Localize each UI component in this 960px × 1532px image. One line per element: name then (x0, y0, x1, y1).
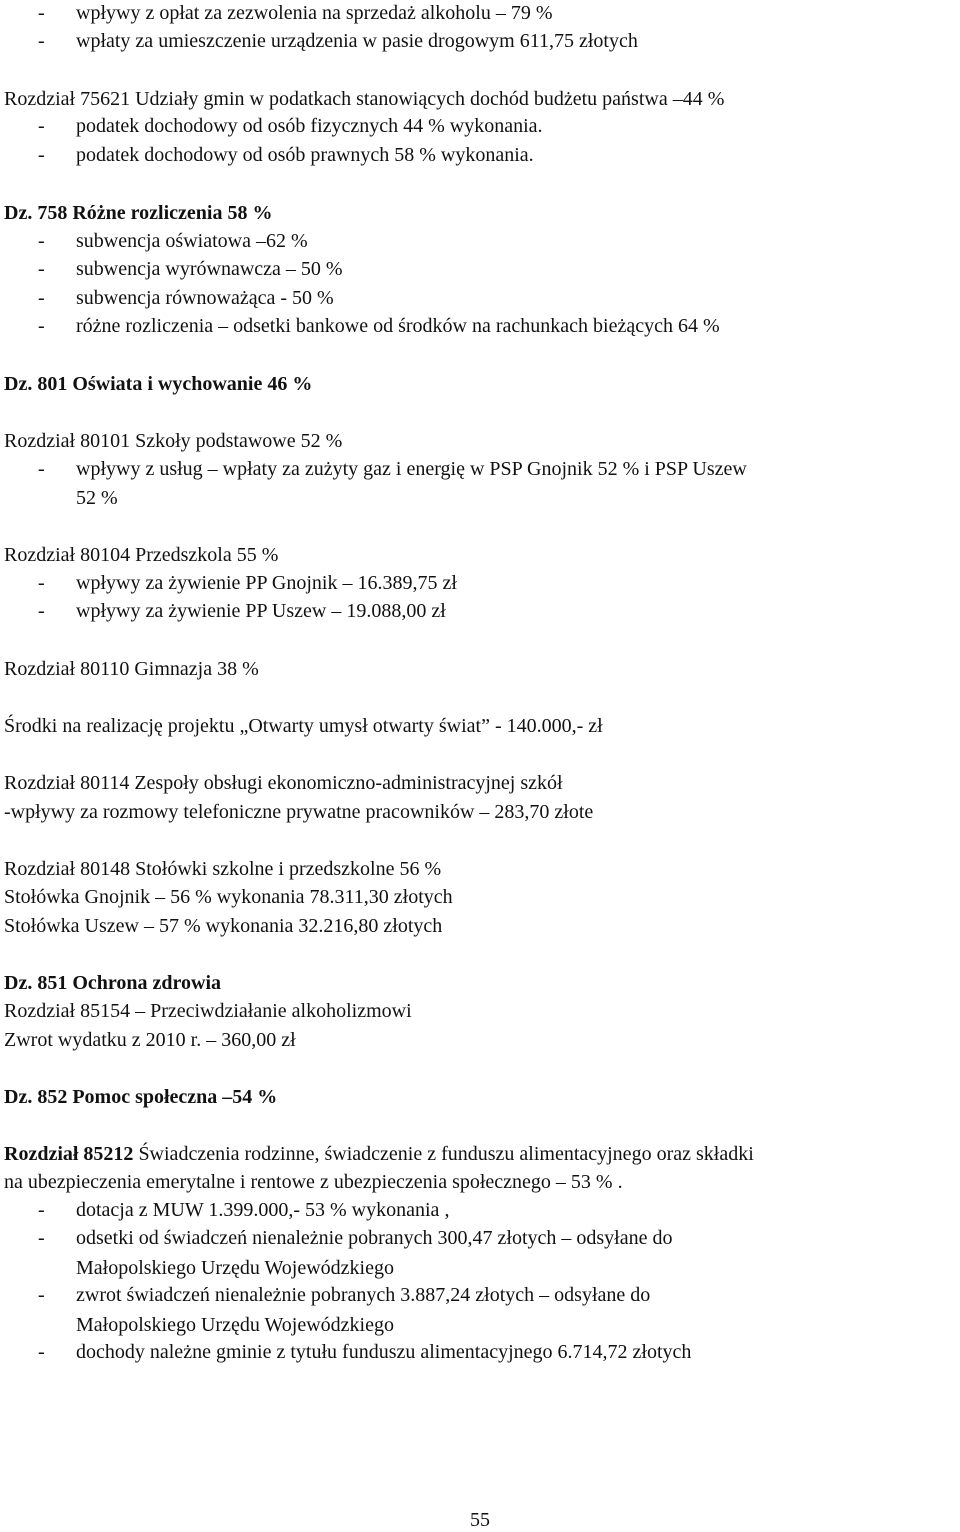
list-item (38, 1341, 938, 1365)
list-item (38, 144, 938, 168)
text-line: Rozdział 85154 – Przeciwdziałanie alkoholizmowi (4, 1000, 412, 1022)
list-item (38, 458, 938, 482)
section-heading: Dz. 758 Różne rozliczenia 58 % (4, 202, 273, 224)
paragraph-line: na ubezpieczenia emerytalne i rentowe z ubezpieczenia społecznego – 53 % . (4, 1171, 623, 1193)
list-dash: - (38, 30, 45, 52)
chapter-label: Rozdział 85212 (4, 1143, 134, 1165)
list-dash: - (38, 230, 45, 252)
project-line: Środki na realizację projektu „Otwarty umysł otwarty świat” - 140.000,- zł (4, 715, 603, 737)
list-item-text: wpływy z opłat za zezwolenia na sprzedaż alkoholu – 79 % (76, 2, 553, 24)
text-line: Stołówka Uszew – 57 % wykonania 32.216,80 złotych (4, 915, 443, 937)
text-line: Zwrot wydatku z 2010 r. – 360,00 zł (4, 1029, 296, 1051)
chapter-text: Świadczenia rodzinne, świadczenie z funduszu alimentacyjnego oraz składki (133, 1143, 754, 1165)
text-line: Stołówka Gnojnik – 56 % wykonania 78.311,30 złotych (4, 886, 453, 908)
subsection-heading: Rozdział 80101 Szkoły podstawowe 52 % (4, 430, 343, 452)
list-dash: - (38, 287, 45, 309)
list-item-text: dochody należne gminie z tytułu funduszu alimentacyjnego 6.714,72 złotych (76, 1341, 692, 1363)
list-item (38, 1199, 938, 1223)
section-heading: Dz. 851 Ochrona zdrowia (4, 972, 222, 994)
list-dash: - (38, 315, 45, 337)
list-item (38, 315, 938, 339)
list-dash: - (38, 1341, 45, 1363)
list-item (38, 258, 938, 282)
list-item-text: wpływy z usług – wpłaty za zużyty gaz i energię w PSP Gnojnik 52 % i PSP Uszew (76, 458, 747, 480)
list-item-text: subwencja wyrównawcza – 50 % (76, 258, 343, 280)
section-heading: Rozdział 75621 Udziały gmin w podatkach stanowiących dochód budżetu państwa –44 % (4, 88, 725, 110)
list-dash: - (38, 2, 45, 24)
list-item-text: wpłaty za umieszczenie urządzenia w pasie drogowym 611,75 złotych (76, 30, 638, 52)
list-item-text: podatek dochodowy od osób prawnych 58 % wykonania. (76, 144, 534, 166)
subsection-heading: Rozdział 80148 Stołówki szkolne i przedszkolne 56 % (4, 858, 442, 880)
list-item-text: wpływy za żywienie PP Uszew – 19.088,00 zł (76, 600, 446, 622)
text-line: -wpływy za rozmowy telefoniczne prywatne pracowników – 283,70 złote (4, 801, 594, 823)
list-item-text: podatek dochodowy od osób fizycznych 44 % wykonania. (76, 115, 543, 137)
list-item (38, 115, 938, 139)
list-item (38, 287, 938, 311)
list-item-text: wpływy za żywienie PP Gnojnik – 16.389,75 zł (76, 572, 457, 594)
list-dash: - (38, 144, 45, 166)
subsection-heading: Rozdział 80104 Przedszkola 55 % (4, 544, 279, 566)
list-dash: - (38, 1284, 45, 1306)
list-dash: - (38, 1227, 45, 1249)
list-dash: - (38, 115, 45, 137)
list-item-text: subwencja oświatowa –62 % (76, 230, 308, 252)
subsection-heading: Rozdział 80110 Gimnazja 38 % (4, 658, 259, 680)
list-item-continuation: Małopolskiego Urzędu Wojewódzkiego (76, 1314, 394, 1336)
list-item (38, 230, 938, 254)
list-item (38, 1284, 938, 1308)
list-item-text: różne rozliczenia – odsetki bankowe od środków na rachunkach bieżących 64 % (76, 315, 720, 337)
list-dash: - (38, 572, 45, 594)
list-item-text: subwencja równoważąca - 50 % (76, 287, 334, 309)
paragraph-line (4, 1142, 754, 1166)
list-item (38, 1227, 938, 1251)
list-item (38, 2, 938, 26)
list-dash: - (38, 1199, 45, 1221)
list-dash: - (38, 258, 45, 280)
section-heading: Dz. 852 Pomoc społeczna –54 % (4, 1086, 278, 1108)
list-dash: - (38, 458, 45, 480)
section-heading: Dz. 801 Oświata i wychowanie 46 % (4, 373, 313, 395)
list-item-text: dotacja z MUW 1.399.000,- 53 % wykonania , (76, 1199, 450, 1221)
list-item (38, 600, 938, 624)
list-dash: - (38, 600, 45, 622)
list-item-text: zwrot świadczeń nienależnie pobranych 3.887,24 złotych – odsyłane do (76, 1284, 651, 1306)
subsection-heading: Rozdział 80114 Zespoły obsługi ekonomiczno-administracyjnej szkół (4, 772, 563, 794)
list-item-continuation: 52 % (76, 487, 118, 509)
list-item-text: odsetki od świadczeń nienależnie pobranych 300,47 złotych – odsyłane do (76, 1227, 673, 1249)
list-item-continuation: Małopolskiego Urzędu Wojewódzkiego (76, 1257, 394, 1279)
list-item (38, 30, 938, 54)
list-item (38, 572, 938, 596)
page-number: 55 (470, 1509, 490, 1531)
